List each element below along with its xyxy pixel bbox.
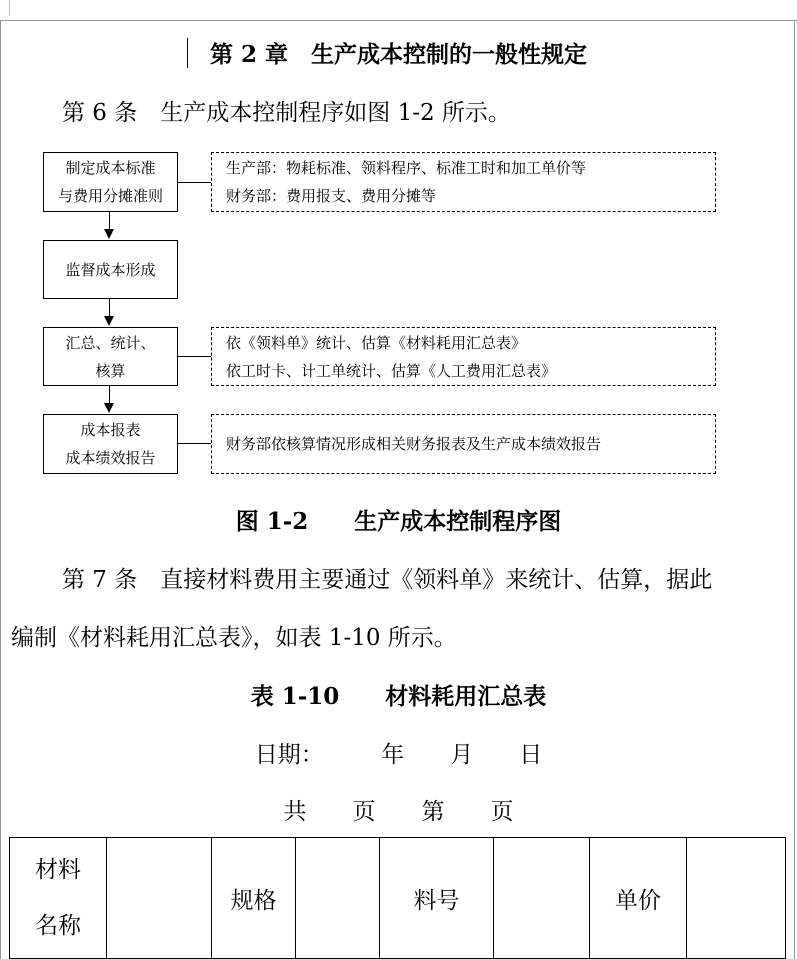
flow-note-text: 依《领料单》统计、估算《材料耗用汇总表》 <box>226 333 527 352</box>
flow-step-text: 与费用分摊准则 <box>57 187 163 205</box>
value-cell-spec[interactable] <box>296 838 380 959</box>
flow-step-text: 成本报表 <box>80 421 141 439</box>
flow-connector <box>178 443 211 444</box>
flow-note-text: 财务部依核算情况形成相关财务报表及生产成本绩效报告 <box>226 435 602 453</box>
flow-note-finance <box>211 414 716 474</box>
flow-step-text: 制定成本标准 <box>65 159 156 177</box>
flow-step-text: 成本绩效报告 <box>65 449 156 467</box>
flow-step-reports <box>43 414 178 474</box>
flow-note-text: 生产部：物耗标准、领料程序、标准工时和加工单价等 <box>226 159 587 177</box>
header-material-name <box>10 838 107 959</box>
flow-connector <box>178 356 211 357</box>
header-text: 名称 <box>35 913 81 939</box>
header-spec: 规格 <box>212 838 296 959</box>
material-consumption-table <box>9 837 786 959</box>
arrow-down-icon <box>104 229 114 239</box>
value-cell-unit-price[interactable] <box>687 838 786 959</box>
arrow-down-icon <box>104 316 114 326</box>
flow-note-statistics <box>211 327 716 386</box>
flow-step-summarize <box>43 327 178 386</box>
chapter-title: 第 2 章 生产成本控制的一般性规定 <box>209 41 588 68</box>
page-count-line: 共 页 第 页 <box>283 799 514 825</box>
flow-arrow-line <box>109 212 110 230</box>
flow-step-text: 核算 <box>95 361 126 380</box>
header-item-no: 料号 <box>380 838 494 959</box>
flow-arrow-line <box>109 299 110 317</box>
table-header-row <box>10 838 786 959</box>
table-caption: 表 1-10 材料耗用汇总表 <box>250 683 547 710</box>
flow-note-text: 依工时卡、计工单统计、估算《人工费用汇总表》 <box>226 361 557 380</box>
figure-caption: 图 1-2 生产成本控制程序图 <box>235 508 562 535</box>
flow-step-text: 监督成本形成 <box>65 260 156 279</box>
page-border-top <box>0 20 797 21</box>
flow-step-standards <box>43 152 178 212</box>
flow-note-text: 财务部：费用报支、费用分摊等 <box>226 187 437 205</box>
flow-step-monitor <box>43 240 178 299</box>
value-cell-item-no[interactable] <box>494 838 590 959</box>
flow-connector <box>178 182 211 183</box>
date-line: 日期： 年 月 日 <box>254 742 543 768</box>
arrow-down-icon <box>104 403 114 413</box>
article-7-line-2: 编制《材料耗用汇总表》，如表 1-10 所示。 <box>11 625 457 651</box>
value-cell-material-name[interactable] <box>107 838 212 959</box>
flow-step-text: 汇总、统计、 <box>65 333 156 352</box>
text-cursor <box>187 38 188 68</box>
article-7-line-1: 第 7 条 直接材料费用主要通过《领料单》来统计、估算，据此 <box>62 567 713 593</box>
flow-note-departments <box>211 152 716 212</box>
article-6: 第 6 条 生产成本控制程序如图 1-2 所示。 <box>62 100 511 126</box>
header-text: 材料 <box>35 857 81 883</box>
page-corner-mark <box>9 0 10 16</box>
header-unit-price: 单价 <box>590 838 687 959</box>
flow-arrow-line <box>109 386 110 404</box>
